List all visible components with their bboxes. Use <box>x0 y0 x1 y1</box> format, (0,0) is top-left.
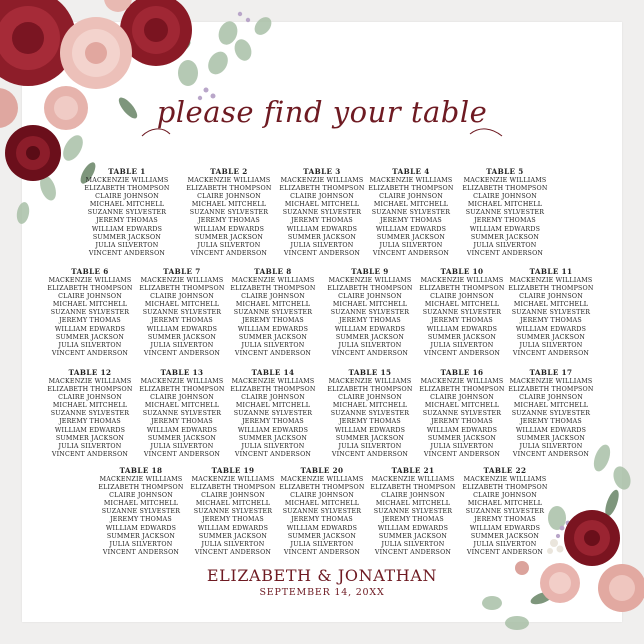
guest-name: MICHAEL MITCHELL <box>424 301 500 309</box>
guest-name: CLAIRE JOHNSON <box>241 394 305 402</box>
table-title: TABLE 4 <box>392 167 430 176</box>
guest-name: WILLIAM EDWARDS <box>469 524 541 532</box>
guest-name: JULIA SILVERTON <box>338 341 402 349</box>
guest-name: WILLIAM EDWARDS <box>237 325 309 333</box>
guest-name: SUMMER JACKSON <box>92 233 162 241</box>
table-title: TABLE 22 <box>483 466 527 475</box>
guest-name: SUZANNE SYLVESTER <box>50 410 130 418</box>
table-title: TABLE 10 <box>440 267 484 276</box>
guest-name: MACKENZIE WILLIAMS <box>328 277 412 284</box>
table-title: TABLE 14 <box>251 368 295 377</box>
guest-name: JEREMY THOMAS <box>110 516 172 524</box>
guest-name: JULIA SILVERTON <box>430 341 494 349</box>
table-block <box>322 266 418 358</box>
table-block <box>134 367 230 459</box>
guest-name: CLAIRE JOHNSON <box>150 394 214 402</box>
guest-name: MICHAEL MITCHELL <box>332 301 408 309</box>
table-block <box>414 367 510 459</box>
guest-name: ELIZABETH THOMPSON <box>139 386 225 394</box>
guest-name: CLAIRE JOHNSON <box>197 193 261 201</box>
guest-name: ELIZABETH THOMPSON <box>327 285 413 293</box>
guest-name: SUZANNE SYLVESTER <box>422 410 502 418</box>
guest-name: SUZANNE SYLVESTER <box>87 209 167 217</box>
guest-name: ELIZABETH THOMPSON <box>230 285 316 293</box>
guest-name: ELIZABETH THOMPSON <box>508 285 594 293</box>
guest-name: JULIA SILVERTON <box>379 241 443 249</box>
guest-name: JEREMY THOMAS <box>339 317 401 325</box>
guest-name: JULIA SILVERTON <box>241 442 305 450</box>
guest-name: SUZANNE SYLVESTER <box>50 309 130 317</box>
guest-name: MICHAEL MITCHELL <box>144 402 220 410</box>
guest-name: VINCENT ANDERSON <box>234 450 312 458</box>
guest-name: JEREMY THOMAS <box>339 418 401 426</box>
table-block <box>42 266 138 358</box>
guest-name: VINCENT ANDERSON <box>374 548 452 556</box>
guest-name: WILLIAM EDWARDS <box>286 225 358 233</box>
guest-name: JULIA SILVERTON <box>430 442 494 450</box>
guest-name: SUZANNE SYLVESTER <box>511 410 591 418</box>
guest-name: SUZANNE SYLVESTER <box>233 410 313 418</box>
guest-name: MICHAEL MITCHELL <box>375 500 451 508</box>
guest-name: ELIZABETH THOMPSON <box>84 185 170 193</box>
guest-name: MACKENZIE WILLIAMS <box>463 476 547 483</box>
table-title: TABLE 17 <box>529 368 573 377</box>
guest-name: VINCENT ANDERSON <box>423 349 501 357</box>
guest-name: WILLIAM EDWARDS <box>146 325 218 333</box>
guest-name: WILLIAM EDWARDS <box>237 426 309 434</box>
guest-name: VINCENT ANDERSON <box>466 548 544 556</box>
guest-name: SUMMER JACKSON <box>470 233 540 241</box>
guest-name: WILLIAM EDWARDS <box>426 325 498 333</box>
table-title: TABLE 21 <box>391 466 435 475</box>
table-title: TABLE 6 <box>71 267 109 276</box>
guest-name: MACKENZIE WILLIAMS <box>420 277 504 284</box>
guest-name: JULIA SILVERTON <box>381 540 445 548</box>
guest-name: JEREMY THOMAS <box>59 418 121 426</box>
guest-name: ELIZABETH THOMPSON <box>47 285 133 293</box>
guest-name: SUMMER JACKSON <box>378 532 448 540</box>
guest-name: ELIZABETH THOMPSON <box>279 484 365 492</box>
table-title: TABLE 19 <box>211 466 255 475</box>
table-block <box>225 266 321 358</box>
guest-name: WILLIAM EDWARDS <box>146 426 218 434</box>
guest-name: SUMMER JACKSON <box>55 333 125 341</box>
guest-name: VINCENT ANDERSON <box>512 450 590 458</box>
guest-name: VINCENT ANDERSON <box>194 548 272 556</box>
guest-name: SUMMER JACKSON <box>287 233 357 241</box>
guest-name: SUZANNE SYLVESTER <box>371 209 451 217</box>
table-title: TABLE 1 <box>108 167 146 176</box>
guest-name: MACKENZIE WILLIAMS <box>463 177 547 184</box>
guest-name: MACKENZIE WILLIAMS <box>85 177 169 184</box>
guest-name: CLAIRE JOHNSON <box>95 193 159 201</box>
table-title: TABLE 11 <box>529 267 573 276</box>
guest-name: SUZANNE SYLVESTER <box>142 410 222 418</box>
guest-name: CLAIRE JOHNSON <box>150 293 214 301</box>
guest-name: MACKENZIE WILLIAMS <box>231 277 315 284</box>
guest-name: JEREMY THOMAS <box>242 317 304 325</box>
guest-name: ELIZABETH THOMPSON <box>98 484 184 492</box>
guest-name: MACKENZIE WILLIAMS <box>509 277 593 284</box>
table-title: TABLE 12 <box>68 368 112 377</box>
guest-name: MICHAEL MITCHELL <box>52 301 128 309</box>
guest-name: MACKENZIE WILLIAMS <box>280 177 364 184</box>
table-title: TABLE 16 <box>440 368 484 377</box>
guest-name: CLAIRE JOHNSON <box>201 492 265 500</box>
guest-name: JEREMY THOMAS <box>291 516 353 524</box>
guest-name: SUZANNE SYLVESTER <box>373 508 453 516</box>
guest-name: WILLIAM EDWARDS <box>286 524 358 532</box>
guest-name: WILLIAM EDWARDS <box>91 225 163 233</box>
guest-name: JEREMY THOMAS <box>474 516 536 524</box>
guest-name: MACKENZIE WILLIAMS <box>328 378 412 385</box>
guest-name: MACKENZIE WILLIAMS <box>140 378 224 385</box>
guest-name: SUMMER JACKSON <box>106 532 176 540</box>
guest-name: ELIZABETH THOMPSON <box>370 484 456 492</box>
guest-name: VINCENT ANDERSON <box>102 548 180 556</box>
guest-name: SUMMER JACKSON <box>335 333 405 341</box>
guest-name: VINCENT ANDERSON <box>331 450 409 458</box>
guest-name: JULIA SILVERTON <box>473 241 537 249</box>
guest-name: JULIA SILVERTON <box>95 241 159 249</box>
guest-name: WILLIAM EDWARDS <box>469 225 541 233</box>
guest-name: WILLIAM EDWARDS <box>105 524 177 532</box>
guest-name: ELIZABETH THOMPSON <box>419 285 505 293</box>
guest-name: CLAIRE JOHNSON <box>290 193 354 201</box>
guest-name: JULIA SILVERTON <box>338 442 402 450</box>
guest-name: WILLIAM EDWARDS <box>193 225 265 233</box>
guest-name: WILLIAM EDWARDS <box>515 325 587 333</box>
table-block <box>322 367 418 459</box>
guest-name: MACKENZIE WILLIAMS <box>420 378 504 385</box>
guest-name: CLAIRE JOHNSON <box>338 394 402 402</box>
guest-name: WILLIAM EDWARDS <box>375 225 447 233</box>
table-block <box>225 367 321 459</box>
guest-name: SUZANNE SYLVESTER <box>233 309 313 317</box>
guest-name: MACKENZIE WILLIAMS <box>140 277 224 284</box>
guest-name: WILLIAM EDWARDS <box>515 426 587 434</box>
guest-name: MICHAEL MITCHELL <box>52 402 128 410</box>
guest-name: VINCENT ANDERSON <box>190 249 268 257</box>
guest-name: SUMMER JACKSON <box>238 333 308 341</box>
guest-name: JULIA SILVERTON <box>58 341 122 349</box>
guest-name: CLAIRE JOHNSON <box>519 394 583 402</box>
guest-name: ELIZABETH THOMPSON <box>279 185 365 193</box>
table-block <box>457 465 553 557</box>
guest-name: VINCENT ANDERSON <box>423 450 501 458</box>
guest-name: JULIA SILVERTON <box>150 341 214 349</box>
guest-name: ELIZABETH THOMPSON <box>139 285 225 293</box>
guest-name: JULIA SILVERTON <box>150 442 214 450</box>
guest-name: ELIZABETH THOMPSON <box>462 484 548 492</box>
guest-name: JULIA SILVERTON <box>201 540 265 548</box>
guest-name: ELIZABETH THOMPSON <box>368 185 454 193</box>
table-block <box>181 166 277 258</box>
guest-name: JEREMY THOMAS <box>382 516 444 524</box>
guest-name: SUMMER JACKSON <box>198 532 268 540</box>
guest-name: MICHAEL MITCHELL <box>195 500 271 508</box>
guest-name: WILLIAM EDWARDS <box>377 524 449 532</box>
guest-name: SUZANNE SYLVESTER <box>101 508 181 516</box>
guest-name: CLAIRE JOHNSON <box>430 394 494 402</box>
guest-name: ELIZABETH THOMPSON <box>327 386 413 394</box>
couple-names: ELIZABETH & JONATHAN <box>206 566 438 585</box>
table-title: TABLE 3 <box>303 167 341 176</box>
table-block <box>79 166 175 258</box>
guest-name: ELIZABETH THOMPSON <box>230 386 316 394</box>
guest-name: CLAIRE JOHNSON <box>338 293 402 301</box>
guest-name: ELIZABETH THOMPSON <box>186 185 272 193</box>
guest-name: MICHAEL MITCHELL <box>332 402 408 410</box>
guest-name: ELIZABETH THOMPSON <box>419 386 505 394</box>
guest-name: MICHAEL MITCHELL <box>284 201 360 209</box>
guest-name: VINCENT ANDERSON <box>51 349 129 357</box>
guest-name: ELIZABETH THOMPSON <box>190 484 276 492</box>
guest-name: MACKENZIE WILLIAMS <box>48 378 132 385</box>
guest-name: VINCENT ANDERSON <box>331 349 409 357</box>
guest-name: MICHAEL MITCHELL <box>144 301 220 309</box>
guest-name: CLAIRE JOHNSON <box>58 394 122 402</box>
guest-name: SUMMER JACKSON <box>147 333 217 341</box>
guest-name: WILLIAM EDWARDS <box>334 325 406 333</box>
guest-name: SUZANNE SYLVESTER <box>330 309 410 317</box>
guest-name: JEREMY THOMAS <box>474 217 536 225</box>
guest-name: CLAIRE JOHNSON <box>241 293 305 301</box>
table-block <box>274 465 370 557</box>
guest-name: WILLIAM EDWARDS <box>426 426 498 434</box>
table-title: TABLE 20 <box>300 466 344 475</box>
guest-name: VINCENT ANDERSON <box>283 548 361 556</box>
guest-name: JEREMY THOMAS <box>202 516 264 524</box>
table-block <box>414 266 510 358</box>
guest-name: MACKENZIE WILLIAMS <box>280 476 364 483</box>
table-title: TABLE 15 <box>348 368 392 377</box>
guest-name: MICHAEL MITCHELL <box>373 201 449 209</box>
guest-name: SUMMER JACKSON <box>335 434 405 442</box>
guest-name: VINCENT ANDERSON <box>51 450 129 458</box>
guest-name: SUMMER JACKSON <box>55 434 125 442</box>
table-title: TABLE 13 <box>160 368 204 377</box>
table-title: TABLE 7 <box>163 267 201 276</box>
guest-name: MICHAEL MITCHELL <box>467 500 543 508</box>
guest-name: ELIZABETH THOMPSON <box>508 386 594 394</box>
table-title: TABLE 9 <box>351 267 389 276</box>
guest-name: JULIA SILVERTON <box>241 341 305 349</box>
table-title: TABLE 8 <box>254 267 292 276</box>
guest-name: MICHAEL MITCHELL <box>235 402 311 410</box>
table-block <box>274 166 370 258</box>
guest-name: MICHAEL MITCHELL <box>424 402 500 410</box>
guest-name: SUZANNE SYLVESTER <box>422 309 502 317</box>
guest-name: CLAIRE JOHNSON <box>430 293 494 301</box>
table-title: TABLE 5 <box>486 167 524 176</box>
guest-name: VINCENT ANDERSON <box>512 349 590 357</box>
table-block <box>185 465 281 557</box>
guest-name: JEREMY THOMAS <box>151 418 213 426</box>
guest-name: VINCENT ANDERSON <box>372 249 450 257</box>
table-block <box>42 367 138 459</box>
guest-name: SUZANNE SYLVESTER <box>189 209 269 217</box>
guest-name: MICHAEL MITCHELL <box>89 201 165 209</box>
guest-name: SUZANNE SYLVESTER <box>193 508 273 516</box>
guest-name: JULIA SILVERTON <box>197 241 261 249</box>
guest-name: JEREMY THOMAS <box>242 418 304 426</box>
table-block <box>134 266 230 358</box>
guest-name: VINCENT ANDERSON <box>143 349 221 357</box>
guest-name: JULIA SILVERTON <box>290 540 354 548</box>
guest-name: MACKENZIE WILLIAMS <box>369 177 453 184</box>
guest-name: WILLIAM EDWARDS <box>334 426 406 434</box>
guest-name: JEREMY THOMAS <box>96 217 158 225</box>
table-title: TABLE 2 <box>210 167 248 176</box>
guest-name: MACKENZIE WILLIAMS <box>48 277 132 284</box>
guest-name: SUMMER JACKSON <box>470 532 540 540</box>
guest-name: WILLIAM EDWARDS <box>54 325 126 333</box>
guest-name: SUMMER JACKSON <box>147 434 217 442</box>
guest-name: JEREMY THOMAS <box>431 418 493 426</box>
table-block <box>363 166 459 258</box>
guest-name: SUMMER JACKSON <box>376 233 446 241</box>
guest-name: JEREMY THOMAS <box>380 217 442 225</box>
guest-name: CLAIRE JOHNSON <box>58 293 122 301</box>
page-title: please find your table <box>156 95 488 129</box>
guest-name: CLAIRE JOHNSON <box>473 193 537 201</box>
guest-name: CLAIRE JOHNSON <box>473 492 537 500</box>
guest-name: JULIA SILVERTON <box>519 442 583 450</box>
guest-name: SUMMER JACKSON <box>516 434 586 442</box>
guest-name: CLAIRE JOHNSON <box>109 492 173 500</box>
guest-name: JULIA SILVERTON <box>473 540 537 548</box>
guest-name: SUZANNE SYLVESTER <box>282 209 362 217</box>
guest-name: MACKENZIE WILLIAMS <box>99 476 183 483</box>
guest-name: MACKENZIE WILLIAMS <box>191 476 275 483</box>
guest-name: SUZANNE SYLVESTER <box>511 309 591 317</box>
guest-name: JEREMY THOMAS <box>151 317 213 325</box>
guest-name: JEREMY THOMAS <box>59 317 121 325</box>
guest-name: CLAIRE JOHNSON <box>381 492 445 500</box>
guest-name: JULIA SILVERTON <box>519 341 583 349</box>
guest-name: SUZANNE SYLVESTER <box>465 508 545 516</box>
guest-name: MACKENZIE WILLIAMS <box>231 378 315 385</box>
table-block <box>93 465 189 557</box>
guest-name: SUMMER JACKSON <box>194 233 264 241</box>
guest-name: SUMMER JACKSON <box>238 434 308 442</box>
guest-name: MICHAEL MITCHELL <box>191 201 267 209</box>
event-date: SEPTEMBER 14, 20XX <box>259 587 385 598</box>
guest-name: MACKENZIE WILLIAMS <box>371 476 455 483</box>
table-block <box>503 367 599 459</box>
guest-name: VINCENT ANDERSON <box>234 349 312 357</box>
guest-name: JULIA SILVERTON <box>109 540 173 548</box>
guest-name: WILLIAM EDWARDS <box>197 524 269 532</box>
guest-name: CLAIRE JOHNSON <box>290 492 354 500</box>
guest-name: MICHAEL MITCHELL <box>235 301 311 309</box>
guest-name: VINCENT ANDERSON <box>283 249 361 257</box>
guest-name: JEREMY THOMAS <box>520 317 582 325</box>
guest-name: MICHAEL MITCHELL <box>284 500 360 508</box>
table-block <box>457 166 553 258</box>
guest-name: JEREMY THOMAS <box>198 217 260 225</box>
guest-name: MACKENZIE WILLIAMS <box>187 177 271 184</box>
guest-name: CLAIRE JOHNSON <box>519 293 583 301</box>
guest-name: MICHAEL MITCHELL <box>103 500 179 508</box>
guest-name: SUZANNE SYLVESTER <box>465 209 545 217</box>
guest-name: WILLIAM EDWARDS <box>54 426 126 434</box>
guest-name: JEREMY THOMAS <box>291 217 353 225</box>
guest-name: SUMMER JACKSON <box>516 333 586 341</box>
table-block <box>503 266 599 358</box>
guest-name: VINCENT ANDERSON <box>466 249 544 257</box>
guest-name: CLAIRE JOHNSON <box>379 193 443 201</box>
guest-name: MICHAEL MITCHELL <box>467 201 543 209</box>
guest-name: ELIZABETH THOMPSON <box>462 185 548 193</box>
guest-name: SUMMER JACKSON <box>287 532 357 540</box>
guest-name: JEREMY THOMAS <box>431 317 493 325</box>
guest-name: SUMMER JACKSON <box>427 434 497 442</box>
guest-name: MICHAEL MITCHELL <box>513 301 589 309</box>
guest-name: SUMMER JACKSON <box>427 333 497 341</box>
guest-name: SUZANNE SYLVESTER <box>282 508 362 516</box>
guest-name: MICHAEL MITCHELL <box>513 402 589 410</box>
guest-name: SUZANNE SYLVESTER <box>142 309 222 317</box>
guest-name: MACKENZIE WILLIAMS <box>509 378 593 385</box>
table-title: TABLE 18 <box>119 466 163 475</box>
table-block <box>365 465 461 557</box>
guest-name: JULIA SILVERTON <box>290 241 354 249</box>
guest-name: SUZANNE SYLVESTER <box>330 410 410 418</box>
guest-name: JULIA SILVERTON <box>58 442 122 450</box>
guest-name: ELIZABETH THOMPSON <box>47 386 133 394</box>
guest-name: VINCENT ANDERSON <box>88 249 166 257</box>
guest-name: JEREMY THOMAS <box>520 418 582 426</box>
guest-name: VINCENT ANDERSON <box>143 450 221 458</box>
